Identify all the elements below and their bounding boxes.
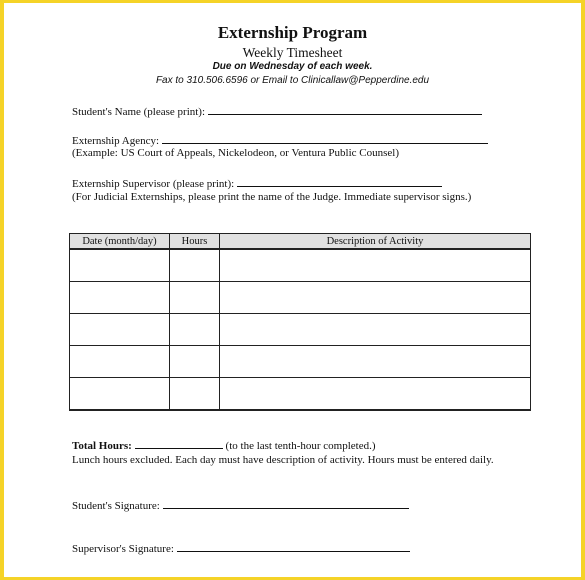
total-hours-field[interactable] bbox=[135, 438, 223, 449]
supervisor-signature-row bbox=[72, 541, 410, 556]
table-row bbox=[70, 346, 531, 378]
activity-table bbox=[69, 233, 531, 411]
column-header-date: Date (month/day) bbox=[70, 234, 170, 250]
hours-cell[interactable] bbox=[170, 346, 220, 378]
supervisor-note: (For Judicial Externships, please print the name of the Judge. Immediate supervisor signs.) bbox=[72, 191, 472, 203]
supervisor-signature-label: Supervisor's Signature: bbox=[72, 543, 174, 555]
document-title: Externship Program bbox=[217, 23, 368, 42]
date-cell[interactable] bbox=[70, 282, 170, 314]
student-name-field[interactable] bbox=[208, 104, 482, 115]
student-signature-row bbox=[72, 498, 409, 513]
date-cell[interactable] bbox=[70, 249, 170, 282]
total-hours-suffix: (to the last tenth-hour completed.) bbox=[225, 440, 376, 452]
date-cell[interactable] bbox=[70, 314, 170, 346]
supervisor-row bbox=[72, 176, 442, 191]
table-row bbox=[70, 282, 531, 314]
supervisor-field[interactable] bbox=[237, 176, 442, 187]
column-header-hours: Hours bbox=[170, 234, 220, 250]
supervisor-signature-field[interactable] bbox=[177, 541, 410, 552]
table-header-row bbox=[70, 234, 531, 250]
agency-field[interactable] bbox=[162, 133, 488, 144]
agency-row bbox=[72, 133, 488, 148]
agency-label: Externship Agency: bbox=[72, 135, 160, 147]
supervisor-label: Externship Supervisor (please print): bbox=[72, 178, 235, 190]
hours-cell[interactable] bbox=[170, 249, 220, 282]
hours-cell[interactable] bbox=[170, 282, 220, 314]
table-row bbox=[70, 249, 531, 282]
description-cell[interactable] bbox=[220, 282, 531, 314]
description-cell[interactable] bbox=[220, 378, 531, 411]
student-name-label: Student's Name (please print): bbox=[72, 106, 206, 118]
description-cell[interactable] bbox=[220, 249, 531, 282]
hours-cell[interactable] bbox=[170, 378, 220, 411]
student-name-row bbox=[72, 104, 482, 119]
hours-note: Lunch hours excluded. Each day must have description of activity. Hours must be entered daily. bbox=[72, 454, 494, 466]
date-cell[interactable] bbox=[70, 378, 170, 411]
student-signature-label: Student's Signature: bbox=[72, 500, 160, 512]
column-header-description: Description of Activity bbox=[220, 234, 531, 250]
description-cell[interactable] bbox=[220, 346, 531, 378]
description-cell[interactable] bbox=[220, 314, 531, 346]
contact-info: Fax to 310.506.6596 or Email to Clinicallaw@Pepperdine.edu bbox=[155, 75, 430, 86]
total-hours-label: Total Hours: bbox=[72, 440, 132, 452]
agency-example: (Example: US Court of Appeals, Nickelodeon, or Ventura Public Counsel) bbox=[72, 147, 399, 159]
table-row bbox=[70, 314, 531, 346]
date-cell[interactable] bbox=[70, 346, 170, 378]
student-signature-field[interactable] bbox=[163, 498, 409, 509]
total-hours-row bbox=[72, 438, 376, 453]
hours-cell[interactable] bbox=[170, 314, 220, 346]
due-notice: Due on Wednesday of each week. bbox=[212, 61, 373, 72]
document-subtitle: Weekly Timesheet bbox=[242, 45, 343, 60]
timesheet-page bbox=[4, 3, 581, 577]
table-row bbox=[70, 378, 531, 411]
